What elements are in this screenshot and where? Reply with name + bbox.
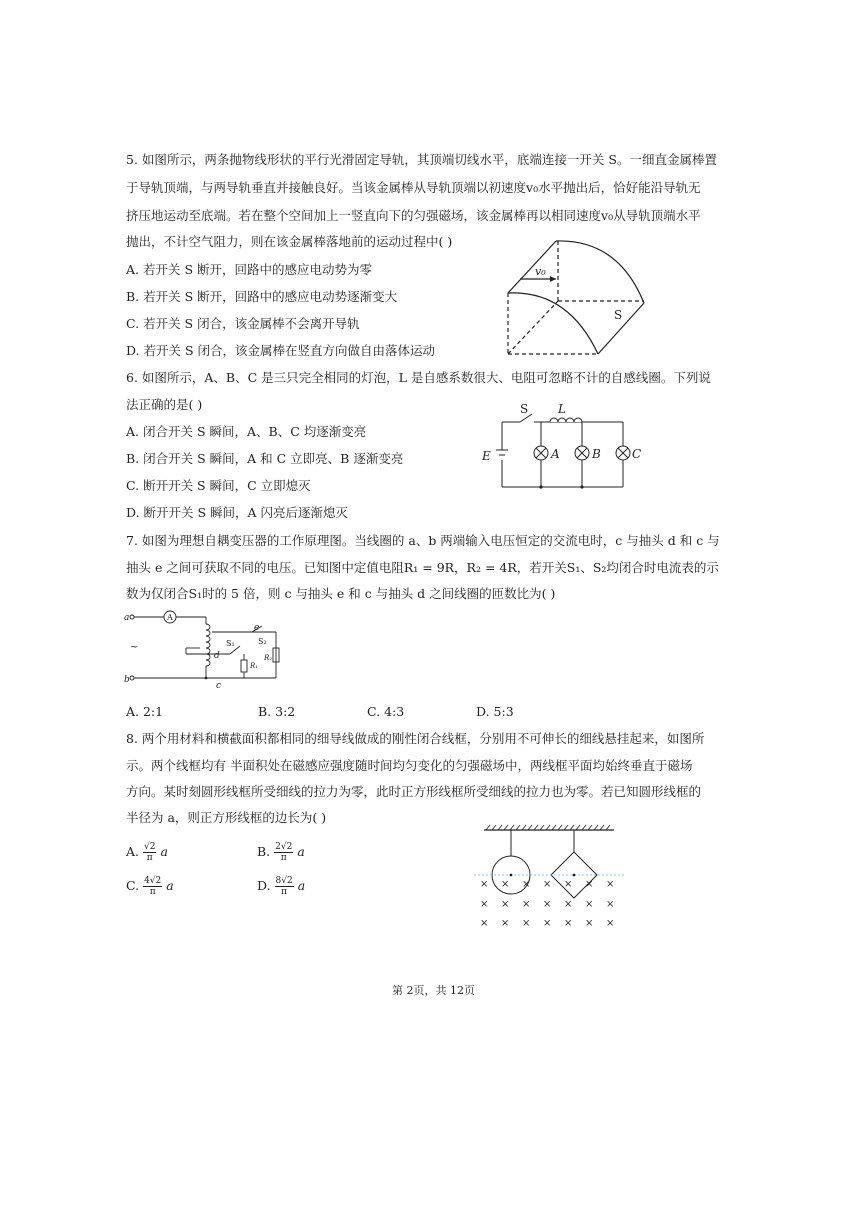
q5-switch-label: S bbox=[614, 308, 623, 322]
field-cross-icon: × bbox=[564, 879, 573, 890]
q6-line-1: 6. 如图所示，A、B、C 是三只完全相同的灯泡，L 是自感系数很大、电阻可忽略不计的自感线圈。下列说 bbox=[126, 370, 711, 385]
q6-line-2: 法正确的是( ) bbox=[126, 397, 203, 412]
q7-tap-e: e bbox=[254, 623, 260, 633]
q6-inductor-label: L bbox=[558, 402, 566, 416]
q7-terminal-b: b bbox=[124, 675, 130, 685]
q5-v0-label: v₀ bbox=[535, 265, 546, 278]
q7-option-c: C. 4:3 bbox=[367, 704, 405, 719]
q7-terminal-c: c bbox=[216, 681, 222, 691]
field-cross-icon: × bbox=[543, 899, 552, 910]
q7-terminal-a: a bbox=[124, 613, 130, 623]
q5-line-2: 于导轨顶端，与两导轨垂直并接触良好。当该金属棒从导轨顶端以初速度v₀水平抛出后，恰好能沿导轨无 bbox=[126, 180, 701, 195]
field-cross-icon: × bbox=[543, 879, 552, 890]
q7-tap-d: d bbox=[214, 651, 220, 661]
q7-line-2: 抽头 e 之间可获取不同的电压。已知图中定值电阻R₁ = 9R，R₂ = 4R，若开关S₁、S₂均闭合时电流表的示 bbox=[126, 560, 719, 575]
q8-line-4: 半径为 a，则正方形线框的边长为( ) bbox=[126, 810, 327, 825]
field-cross-icon: × bbox=[606, 918, 615, 929]
q7-option-a: A. 2:1 bbox=[126, 704, 164, 719]
q5-line-3: 挤压地运动至底端。若在整个空间加上一竖直向下的匀强磁场，该金属棒再以相同速度v₀从导轨顶端水平 bbox=[126, 208, 701, 223]
q5-option-d: D. 若开关 S 闭合，该金属棒在竖直方向做自由落体运动 bbox=[126, 343, 436, 358]
field-cross-icon: × bbox=[501, 879, 510, 890]
q6-circuit-figure bbox=[478, 400, 658, 494]
q7-line-3: 数为仅闭合S₁时的 5 倍，则 c 与抽头 e 和 c 与抽头 d 之间线圈的匝数比为( ) bbox=[126, 586, 556, 601]
field-cross-icon: × bbox=[543, 918, 552, 929]
q5-rail-figure bbox=[498, 235, 658, 359]
q5-line-4: 抛出，不计空气阻力，则在该金属棒落地前的运动过程中( ) bbox=[126, 234, 453, 249]
field-cross-icon: × bbox=[564, 899, 573, 910]
q7-ac-symbol: ~ bbox=[130, 642, 139, 653]
q8-line-2: 示。两个线框均有 半面积处在磁感应强度随时间均匀变化的匀强磁场中，两线框平面均始终垂直于磁场 bbox=[126, 758, 693, 773]
q8-option-a: A. $\frac{√2}{\pi}$ a bbox=[126, 842, 168, 863]
field-cross-icon: × bbox=[585, 899, 594, 910]
q8-option-d: D. $\frac{8√2}{\pi}$ a bbox=[257, 876, 306, 897]
q8-line-1: 8. 两个用材料和横截面积都相同的细导线做成的刚性闭合线框，分别用不可伸长的细线悬挂起来，如图所 bbox=[126, 731, 705, 746]
field-cross-icon: × bbox=[480, 918, 489, 929]
field-cross-icon: × bbox=[480, 879, 489, 890]
q6-option-b: B. 闭合开关 S 瞬间，A 和 C 立即亮、B 逐渐变亮 bbox=[126, 451, 404, 466]
q7-switch-s2-label: S₂ bbox=[258, 637, 267, 646]
q5-option-c: C. 若开关 S 闭合，该金属棒不会离开导轨 bbox=[126, 316, 360, 331]
q7-transformer-figure bbox=[126, 608, 286, 690]
q6-switch-label: S bbox=[520, 402, 529, 416]
q6-option-c: C. 断开开关 S 瞬间，C 立即熄灭 bbox=[126, 478, 311, 493]
q5-option-a: A. 若开关 S 断开，回路中的感应电动势为零 bbox=[126, 262, 372, 277]
q5-line-1: 5. 如图所示，两条抛物线形状的平行光滑固定导轨，其顶端切线水平，底端连接一开关 S。一细直金属棒置 bbox=[126, 152, 717, 167]
q6-emf-label: E bbox=[482, 449, 491, 463]
q7-r1-label: R₁ bbox=[250, 662, 259, 670]
q5-option-b: B. 若开关 S 断开，回路中的感应电动势逐渐变大 bbox=[126, 289, 398, 304]
q7-line-1: 7. 如图为理想自耦变压器的工作原理图。当线圈的 a、b 两端输入电压恒定的交流电时，c 与抽头 d 和 c 与 bbox=[126, 533, 720, 548]
field-cross-icon: × bbox=[522, 879, 531, 890]
field-cross-icon: × bbox=[522, 899, 531, 910]
page-footer: 第 2页，共 12页 bbox=[392, 984, 475, 997]
field-cross-icon: × bbox=[585, 918, 594, 929]
q8-frames-figure bbox=[474, 824, 624, 934]
q6-lamp-c-label: C bbox=[632, 447, 642, 461]
field-cross-icon: × bbox=[564, 918, 573, 929]
q8-option-c: C. $\frac{4√2}{\pi}$ a bbox=[126, 876, 174, 897]
field-cross-icon: × bbox=[606, 879, 615, 890]
q8-line-3: 方向。某时刻圆形线框所受细线的拉力为零，此时正方形线框所受细线的拉力也为零。若已知圆形线框的 bbox=[126, 784, 702, 799]
field-cross-icon: × bbox=[585, 879, 594, 890]
field-cross-icon: × bbox=[522, 918, 531, 929]
field-cross-icon: × bbox=[606, 899, 615, 910]
q6-option-a: A. 闭合开关 S 瞬间，A、B、C 均逐渐变亮 bbox=[126, 424, 367, 439]
q7-ammeter-label: A bbox=[167, 613, 173, 622]
q8-option-b: B. $\frac{2√2}{\pi}$ a bbox=[257, 842, 305, 863]
q7-r2-label: R₂ bbox=[264, 654, 273, 662]
q7-option-b: B. 3:2 bbox=[258, 704, 296, 719]
field-cross-icon: × bbox=[480, 899, 489, 910]
q7-switch-s1-label: S₁ bbox=[226, 639, 235, 648]
field-cross-icon: × bbox=[501, 899, 510, 910]
q7-option-d: D. 5:3 bbox=[476, 704, 514, 719]
q6-option-d: D. 断开开关 S 瞬间，A 闪亮后逐渐熄灭 bbox=[126, 505, 349, 520]
field-cross-icon: × bbox=[501, 918, 510, 929]
q6-lamp-a-label: A bbox=[551, 447, 560, 461]
q6-lamp-b-label: B bbox=[592, 447, 601, 461]
